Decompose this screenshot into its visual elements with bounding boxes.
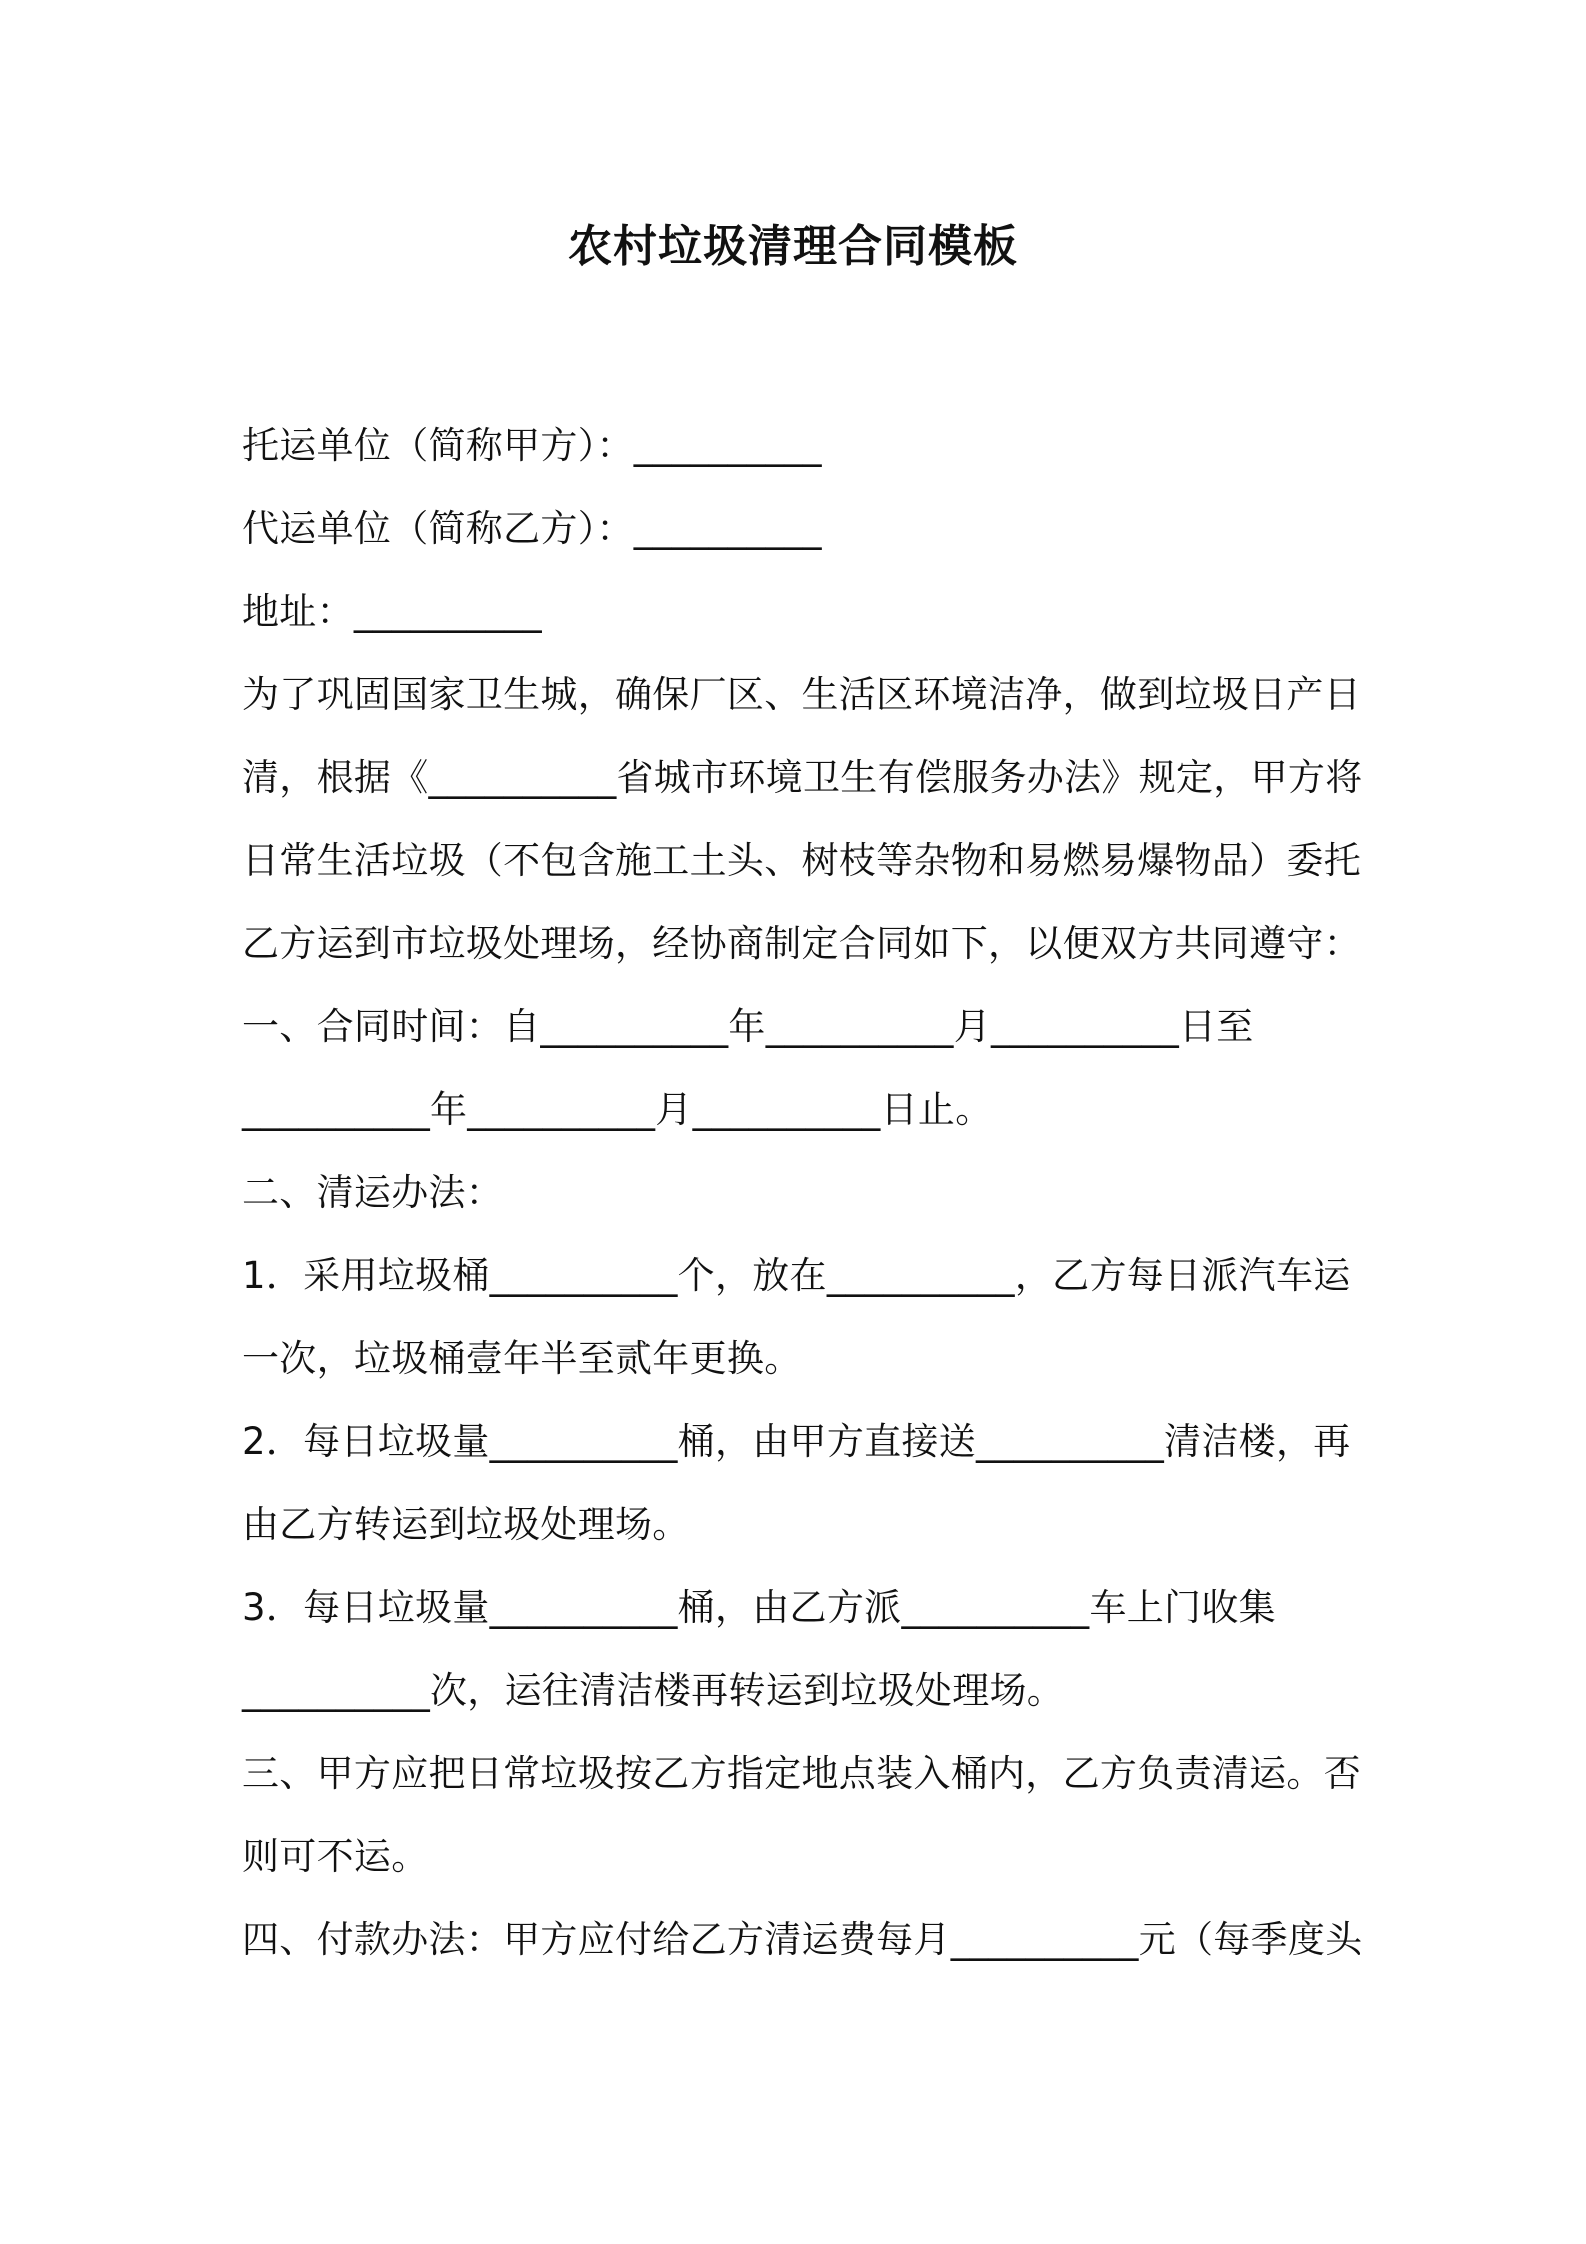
clause-2-line-1: 2．每日垃圾量__________桶，由甲方直接送__________清洁楼，再 [242, 1420, 1351, 1463]
section-1-line-1: 一、合同时间：自__________年__________月__________日至 [242, 1005, 1254, 1048]
clause-1-line-1: 1．采用垃圾桶__________个，放在__________，乙方每日派汽车运 [242, 1254, 1351, 1297]
section-3-line-2: 则可不运。 [242, 1835, 429, 1878]
preamble-line-1: 为了巩固国家卫生城，确保厂区、生活区环境洁净，做到垃圾日产日 [242, 673, 1361, 716]
section-1-line-2: __________年__________月__________日止。 [242, 1088, 993, 1131]
party-b-line: 代运单位（简称乙方）：__________ [242, 507, 822, 550]
preamble-line-2: 清，根据《__________省城市环境卫生有偿服务办法》规定，甲方将 [242, 756, 1363, 799]
address-line: 地址：__________ [242, 590, 542, 633]
document-title: 农村垃圾清理合同模板 [568, 221, 1018, 272]
preamble-line-3: 日常生活垃圾（不包含施工土头、树枝等杂物和易燃易爆物品）委托 [242, 839, 1361, 882]
clause-3-line-1: 3．每日垃圾量__________桶，由乙方派__________车上门收集 [242, 1586, 1276, 1629]
clause-2-line-2: 由乙方转运到垃圾处理场。 [242, 1503, 690, 1546]
preamble-line-4: 乙方运到市垃圾处理场，经协商制定合同如下，以便双方共同遵守： [242, 922, 1361, 965]
clause-1-line-2: 一次，垃圾桶壹年半至贰年更换。 [242, 1337, 802, 1380]
section-4-line-1: 四、付款办法：甲方应付给乙方清运费每月__________元（每季度头 [242, 1918, 1363, 1961]
section-2-heading: 二、清运办法： [242, 1171, 504, 1214]
party-a-line: 托运单位（简称甲方）：__________ [242, 424, 822, 467]
clause-3-line-2: __________次，运往清洁楼再转运到垃圾处理场。 [242, 1669, 1065, 1712]
section-3-line-1: 三、甲方应把日常垃圾按乙方指定地点装入桶内，乙方负责清运。否 [242, 1752, 1361, 1795]
document-body [242, 404, 1362, 1981]
